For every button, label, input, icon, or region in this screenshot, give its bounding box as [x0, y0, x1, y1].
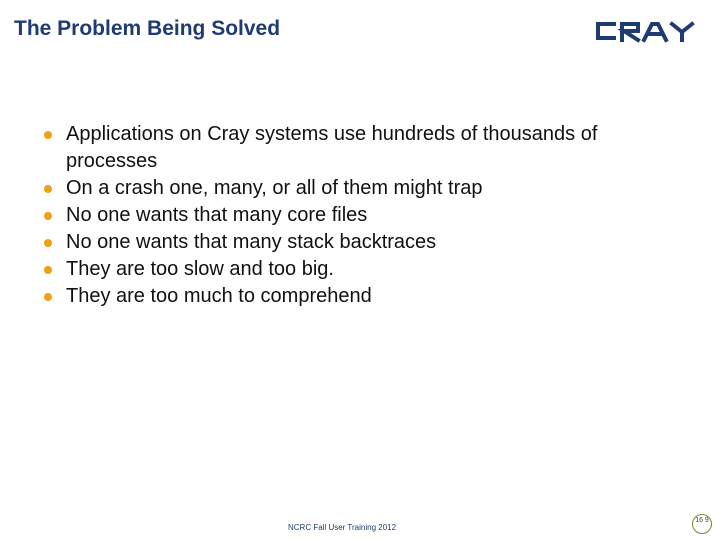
page-number: 16 9: [692, 514, 712, 534]
bullet-text: Applications on Cray systems use hundreds of thousands of processes: [66, 123, 598, 172]
bullet-item: [44, 175, 644, 202]
bullet-text: They are too much to comprehend: [66, 285, 372, 307]
bullet-dot-icon: [44, 239, 52, 247]
bullet-dot-icon: [44, 266, 52, 274]
bullet-item: [44, 202, 644, 229]
slide-title: The Problem Being Solved: [14, 17, 281, 40]
bullet-list: [44, 121, 644, 310]
bullet-dot-icon: [44, 212, 52, 220]
bullet-item: [44, 229, 644, 256]
bullet-text: No one wants that many core files: [66, 204, 368, 226]
bullet-item: [44, 256, 644, 283]
bullet-text: No one wants that many stack backtraces: [66, 231, 437, 253]
bullet-dot-icon: [44, 131, 52, 139]
bullet-dot-icon: [44, 185, 52, 193]
bullet-item: [44, 121, 644, 175]
bullet-item: [44, 283, 644, 310]
footer-text: NCRC Fall User Training 2012: [288, 523, 397, 532]
bullet-text: On a crash one, many, or all of them might trap: [66, 177, 483, 199]
cray-logo: [592, 18, 700, 44]
bullet-dot-icon: [44, 293, 52, 301]
bullet-text: They are too slow and too big.: [66, 258, 334, 280]
